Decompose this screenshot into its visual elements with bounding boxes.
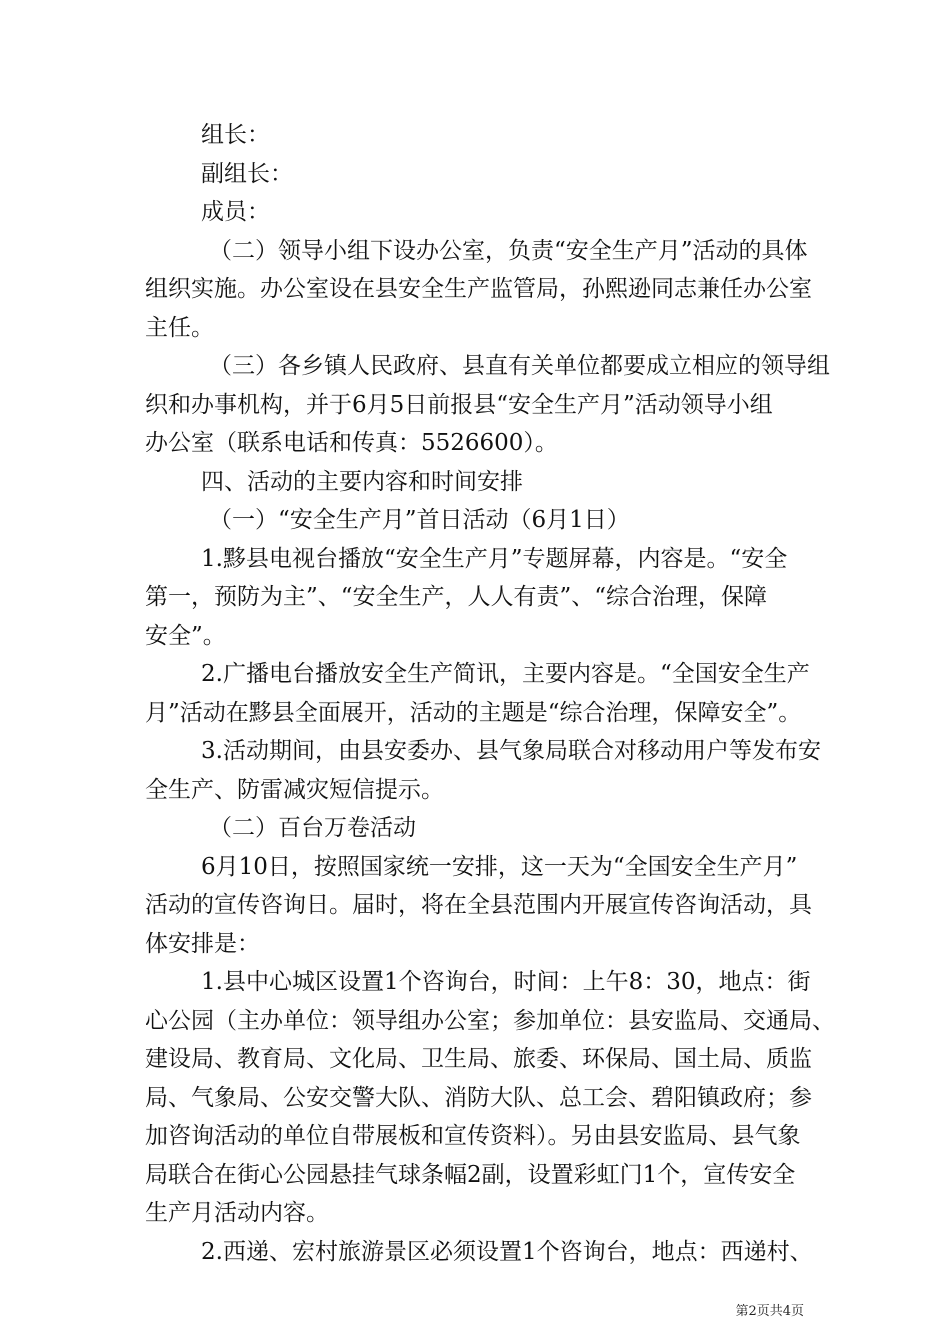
text-line: 办公室（联系电话和传真：5526600）。 <box>145 430 558 456</box>
text-line: 生产月活动内容。 <box>145 1200 329 1226</box>
page-number: 第2页共4页 <box>735 1304 804 1319</box>
document-body <box>145 116 835 1271</box>
text-line: 加咨询活动的单位自带展板和宣传资料）。另由县安监局、县气象 <box>145 1123 801 1149</box>
text-line: 组织实施。办公室设在县安全生产监管局，孙熙逊同志兼任办公室 <box>145 276 812 302</box>
text-line: 6月10日，按照国家统一安排，这一天为“全国安全生产月” <box>201 853 798 880</box>
text-line: 成员： <box>201 199 270 225</box>
text-line: 安全”。 <box>145 622 226 649</box>
text-line: 2.西递、宏村旅游景区必须设置1个咨询台，地点：西递村、 <box>201 1238 813 1265</box>
text-line: 活动的宣传咨询日。届时，将在全县范围内开展宣传咨询活动，具 <box>145 892 812 918</box>
text-line: （三）各乡镇人民政府、县直有关单位都要成立相应的领导组 <box>209 353 830 379</box>
text-line: 副组长： <box>201 160 293 187</box>
text-line: 第一，预防为主”、“安全生产，人人有责”、“综合治理，保障 <box>145 584 768 610</box>
text-line: 月”活动在黟县全面展开，活动的主题是“综合治理，保障安全”。 <box>145 699 802 726</box>
text-line: 四、活动的主要内容和时间安排 <box>201 468 523 495</box>
text-line: 局联合在街心公园悬挂气球条幅2副，设置彩虹门1个，宣传安全 <box>145 1161 796 1188</box>
text-line: 1.黟县电视台播放“安全生产月”专题屏幕，内容是。“安全 <box>201 545 788 572</box>
text-line: 主任。 <box>145 314 214 341</box>
text-line: 3.活动期间，由县安委办、县气象局联合对移动用户等发布安 <box>201 738 821 764</box>
text-line: 局、气象局、公安交警大队、消防大队、总工会、碧阳镇政府；参 <box>145 1084 812 1111</box>
text-line: 建设局、教育局、文化局、卫生局、旅委、环保局、国土局、质监 <box>145 1046 812 1072</box>
text-line: 1.县中心城区设置1个咨询台，时间：上午8：30，地点：街 <box>201 969 811 995</box>
text-line: 体安排是： <box>145 930 260 957</box>
text-line: （二）百台万卷活动 <box>209 815 416 841</box>
text-line: 心公园（主办单位：领导组办公室；参加单位：县安监局、交通局、 <box>145 1007 835 1034</box>
text-line: 织和办事机构，并于6月5日前报县“安全生产月”活动领导小组 <box>145 391 773 418</box>
text-line: 全生产、防雷减灾短信提示。 <box>145 776 444 803</box>
text-line: （二）领导小组下设办公室，负责“安全生产月”活动的具体 <box>209 237 808 264</box>
text-line: （一）“安全生产月”首日活动（6月1日） <box>209 507 630 533</box>
text-line: 2.广播电台播放安全生产简讯，主要内容是。“全国安全生产 <box>201 661 810 687</box>
text-line: 组长： <box>201 122 270 148</box>
